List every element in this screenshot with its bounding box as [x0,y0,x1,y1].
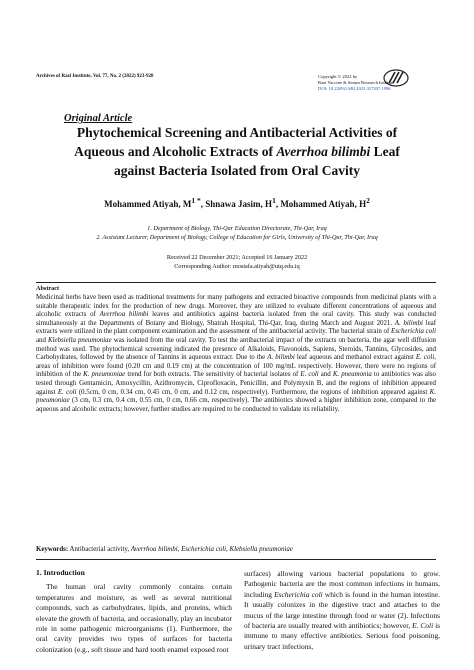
affiliation-2: 2. Assistant Lecturer, Department of Biology, College of Education for Girls, University of Thi-Qar, Thi-Qar, Iraq [96,234,378,241]
abstract-species: K. pneumoniae [36,388,436,405]
abstract-species: Escherichia coli [391,328,437,336]
copyright-block [318,74,394,92]
title-line-3: against Bacteria Isolated from Oral Cavity [113,163,361,178]
author-name: Mohammed Atiyah, M [104,199,192,209]
abstract-species: Averrhoa bilimbi [99,311,149,319]
title-line-1: Phytochemical Screening and Antibacterial Activities of [76,125,398,140]
abstract-body [36,294,436,414]
keywords [36,546,436,553]
keywords-species: Averrhoa bilimbi, Escherichia coli, Klebsiella pneumoniae [130,546,293,553]
body-column-right [244,569,440,652]
keywords-label: Keywords: [36,546,69,553]
title-species: Averrhoa bilimbi [276,144,371,159]
abstract-species: K. pneumonia [332,371,372,379]
title-line-2 [40,142,434,161]
corresponding-author: Corresponding Author: mostafa.atiyah@utq.edu.iq [174,263,300,270]
body-paragraph [244,569,440,652]
body-species: E. Coli [412,621,434,631]
abstract-species: K. pneumoniae [83,371,126,379]
abstract-text: (0.5cm, 0 cm, 0.34 cm, 0.45 cm, 0 cm, and 0.12 cm, respectively). Furthermore, the regions of inhibition appeared against [76,388,430,396]
abstract-text: was isolated from the oral cavity. To test the antibacterial impact of the extracts on bacteria, the agar well diffusion method was used. The phytochemical screening indicated the presence of Alkaloids, Flavonoids, Sapiens, Steroids, Tannins, Glycosides, and Carbohydrates, followed by the absence of Tannins in aqueous extract. Due to the [36,336,437,362]
abstract-text: and [36,336,48,344]
abstract-species: A. bilimbi [394,319,423,327]
abstract-text: trend for both extracts. The sensitivity of bacterial isolates of [125,371,301,379]
received-accepted: Received 22 December 2021; Accepted 16 January 2022 [166,254,308,261]
section-heading: 1. Introduction [36,568,85,577]
abstract-text: Medicinal herbs have been used as traditional treatments for many pathogens and extracted bioactive compounds from medicinal plants with a suitable therapeutic index for the production of new drugs. Moreover, they are utilized to evaluate different concentrations of aqueous and alcoholic extracts of [36,294,436,319]
abstract-species: E. coli [300,371,319,379]
body-paragraph: The human oral cavity commonly contains certain temperatures and moisture, as well as several nutritional compounds, such as carbohydrates, lipids, and proteins, which elevate the growth of bacteria, and occasionally, play an incubator role in some pathogenic microorganisms (1). Furthermore, the oral cavity provides two types of surfaces for bacteria colonization (e.g., soft tissue and hard tooth enamel exposed root [36,582,232,654]
keywords-text: Antibacterial activity, [68,546,131,553]
abstract-species: Klebsiella pneumoniae [48,336,112,344]
abstract-text: leaves and antibiotics against bacteria isolated from the oral cavity. This study was conducted simultaneously at the Departments of Botany and Biology, Shatrah Hospital, Thi-Qar, Iraq, during March and August 2021. [36,311,436,327]
abstract-text: leaf aqueous and methanol extract against [294,354,416,362]
abstract-text: (3 cm, 0.3 cm, 0.4 cm, 0.55 cm, 0 cm, 0.66 cm, respectively). The antibiotics showed a higher inhibition zone, compared to the aqueous and alcoholic extracts; however, further studies are required to be conducted to validate its reliability. [36,397,436,413]
body-text: surfaces) allowing various bacterial populations to grow. Pathogenic bacteria are the most common infections in humans, including [244,569,440,599]
abstract-text: and [318,371,333,379]
body-text: is immune to many effective antibiotics. Serious food poisoning, urinary tract infections, [244,621,440,651]
article-title [40,123,434,180]
author-affil-mark: 1 * [191,196,201,205]
article-dates [40,253,434,271]
abstract-species: E. coli [57,388,77,396]
publisher-line: Razi Vaccine & Serum Research Institute [318,80,395,85]
abstract-text: , areas of inhibition were found (0.20 cm and 0.19 cm) at the concentration of 100 mg/mL respectively. However, there were no regions of inhibition of the [36,354,436,379]
author-list [40,196,434,209]
journal-citation: Archives of Razi Institute, Vol. 77, No. 2 (2022) 923-928 [36,74,154,79]
body-species: Escherichia coli [274,589,323,599]
title-text: Aqueous and Alcoholic Extracts of [74,144,277,159]
article-type: Original Article [64,113,133,124]
body-column-left [36,568,232,655]
author-affil-mark: 1 [272,196,276,205]
author-name: , Mohammed Atiyah, H [275,199,367,209]
body-text: which is found in the human intestine. It usually colonizes in the digestive tract and attaches to the mucus of the large intestine through food or water (2). Infections of bacteria are usually treated with antibiotics; however, [244,589,441,631]
affiliations [40,224,434,242]
abstract-species: A. bilimbi [267,354,295,362]
author-affil-mark: 2 [366,196,370,205]
title-text: Leaf [370,144,400,159]
affiliation-1: 1. Department of Biology, Thi-Qar Education Directorate, Thi-Qar, Iraq [147,225,327,232]
author-name: , Shnawa Jasim, H [200,199,273,209]
abstract-text: leaf extracts were utilized in the plant component examination and the assessment of the antibacterial activity. The bacterial strain of [36,319,436,336]
abstract-text: to antibiotics was also tested through Gentamicin, Amoxycillin, Azithromycin, Ciprofloxacin, Penicillin, and Polymyxin B, and the regions of inhibition appeared against [36,371,436,396]
abstract-species: E. coli [415,354,435,362]
abstract-heading: Abstract [36,285,60,292]
copyright-line: Copyright © 2022 by [318,74,358,79]
doi-link[interactable]: DOI: 10.22092/ARI.2022.357207.1996 [318,86,391,91]
